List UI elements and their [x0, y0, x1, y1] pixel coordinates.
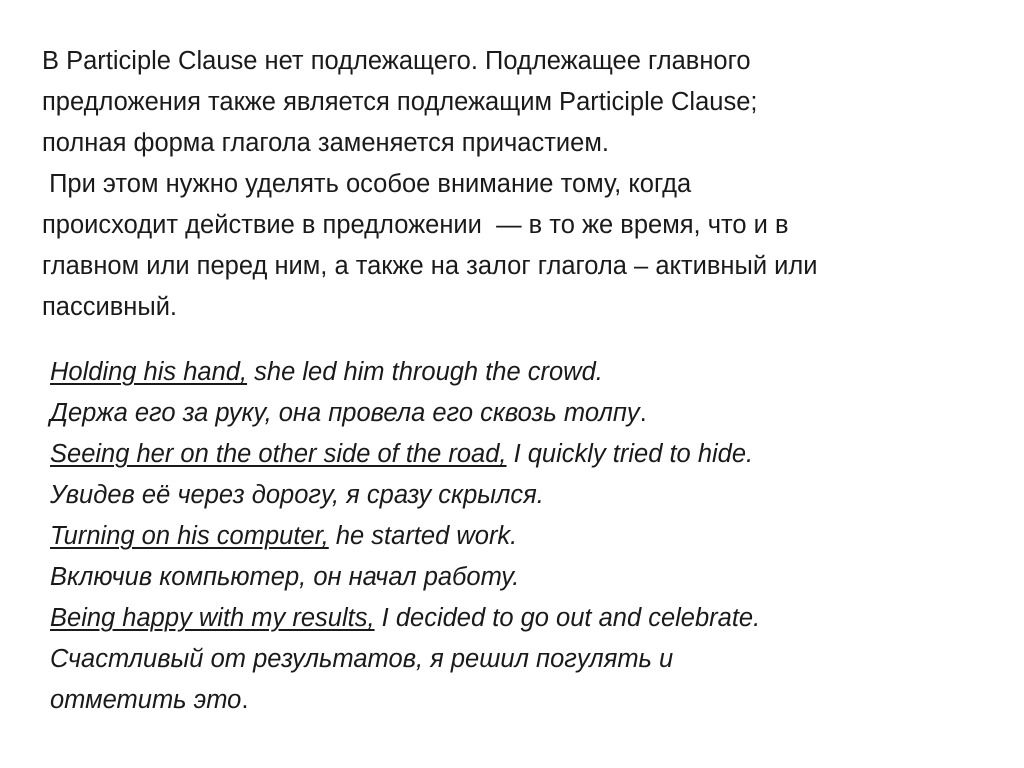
main-clause: I decided to go out and celebrate.: [374, 604, 761, 632]
translation-end: .: [241, 686, 249, 714]
rule-line: пассивный.: [42, 293, 178, 321]
example-sentence: [50, 598, 1010, 639]
rule-line: При этом нужно уделять особое внимание тому, когда: [42, 170, 692, 198]
participle-clause: Seeing her on the other side of the road,: [50, 440, 507, 468]
example-translation: [50, 475, 1010, 516]
example-translation: [50, 557, 1010, 598]
translation-text: отметить это: [50, 686, 242, 714]
example-translation: [50, 393, 1010, 434]
participle-clause: Holding his hand,: [50, 358, 248, 386]
translation-text: Держа его за руку, она провела его сквозь толпу: [50, 399, 640, 427]
example-sentence: [50, 516, 1010, 557]
main-clause: I quickly tried to hide.: [506, 440, 754, 468]
example-translation: [50, 639, 1010, 680]
rule-line: главном или перед ним, а также на залог глагола – активный или: [42, 252, 818, 280]
main-clause: she led him through the crowd.: [247, 358, 603, 386]
participle-clause: Turning on his computer,: [50, 522, 329, 550]
rule-line: полная форма глагола заменяется причастием.: [42, 129, 609, 157]
example-sentence: [50, 434, 1010, 475]
main-clause: he started work.: [328, 522, 518, 550]
rule-explanation: [42, 41, 1002, 328]
example-translation-continued: [50, 680, 1010, 721]
translation-text: Включив компьютер, он начал работу.: [50, 563, 520, 591]
examples-list: [50, 352, 1010, 721]
rule-line: происходит действие в предложении — в то же время, что и в: [42, 211, 789, 239]
translation-end: .: [639, 399, 647, 427]
translation-text: Счастливый от результатов, я решил погулять и: [50, 645, 674, 673]
rule-line: предложения также является подлежащим Participle Clause;: [42, 88, 758, 116]
participle-clause: Being happy with my results,: [50, 604, 375, 632]
example-sentence: [50, 352, 1010, 393]
rule-line: В Participle Clause нет подлежащего. Подлежащее главного: [42, 47, 751, 75]
translation-text: Увидев её через дорогу, я сразу скрылся.: [50, 481, 544, 509]
